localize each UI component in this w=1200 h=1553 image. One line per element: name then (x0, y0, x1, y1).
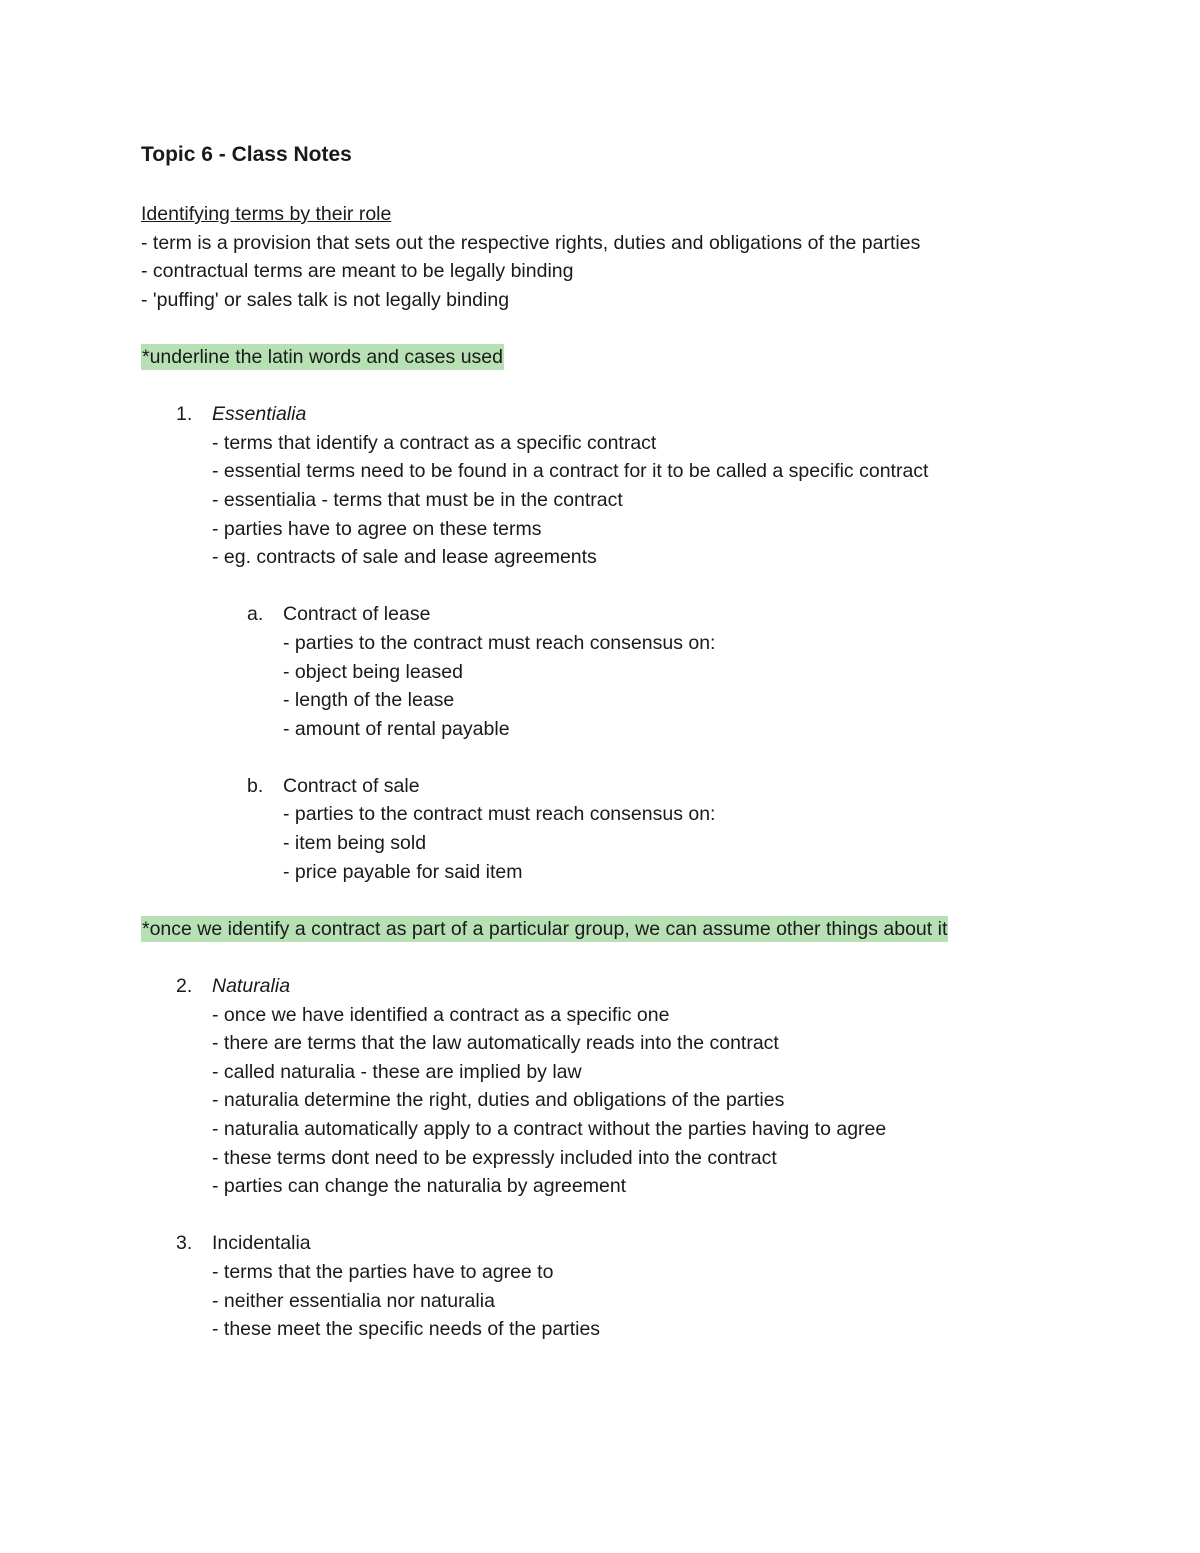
spacer (141, 943, 1141, 972)
highlighted-note: *underline the latin words and cases used (142, 345, 503, 368)
spacer (141, 886, 1141, 915)
sub-line: - price payable for said item (283, 860, 523, 883)
list-item-essentialia (176, 400, 1141, 572)
list-line: - naturalia determine the right, duties and obligations of the parties (212, 1089, 785, 1112)
list-item-head (176, 1229, 1141, 1258)
list-line: - naturalia automatically apply to a contract without the parties having to agree (212, 1118, 887, 1140)
sub-item-head (247, 600, 1141, 629)
sub-item-body (283, 800, 1141, 886)
highlighted-note: *once we identify a contract as part of a particular group, we can assume other things about it (142, 917, 948, 940)
sub-letter: a. (247, 603, 264, 626)
sub-line: - object being leased (283, 660, 463, 683)
spacer (141, 743, 1141, 772)
list-item-body (212, 1258, 1141, 1344)
list-number: 1. (176, 403, 193, 426)
list-label: Essentialia (212, 403, 307, 426)
sub-line: - parties to the contract must reach consensus on: (283, 803, 716, 826)
list-line: - terms that identify a contract as a specific contract (212, 431, 657, 454)
list-line: - these meet the specific needs of the parties (212, 1318, 601, 1341)
list-label: Incidentalia (212, 1232, 311, 1255)
list-line: - eg. contracts of sale and lease agreements (212, 546, 597, 569)
list-label: Naturalia (212, 975, 291, 998)
sub-line: - parties to the contract must reach consensus on: (283, 631, 716, 654)
note-line (141, 915, 1141, 944)
list-line: - there are terms that the law automatically reads into the contract (212, 1032, 779, 1055)
list-line: - essentialia - terms that must be in the contract (212, 488, 623, 511)
page-title: Topic 6 - Class Notes (141, 143, 352, 166)
list-item-body (212, 1001, 1141, 1201)
spacer (141, 170, 1141, 200)
sub-item-head (247, 772, 1141, 801)
list-line: - once we have identified a contract as a specific one (212, 1003, 670, 1026)
list-item-body (212, 429, 1141, 572)
spacer (141, 372, 1141, 401)
intro-line: - 'puffing' or sales talk is not legally binding (141, 288, 510, 311)
list-line: - essential terms need to be found in a contract for it to be called a specific contract (212, 460, 929, 483)
list-item-naturalia (176, 972, 1141, 1201)
spacer (141, 572, 1141, 601)
sub-label: Contract of lease (283, 603, 431, 626)
list-number: 3. (176, 1232, 193, 1255)
spacer (141, 1201, 1141, 1230)
sub-line: - amount of rental payable (283, 717, 510, 740)
sub-label: Contract of sale (283, 774, 420, 797)
list-line: - called naturalia - these are implied by law (212, 1060, 582, 1083)
note-line (141, 343, 1141, 372)
section-heading: Identifying terms by their role (141, 203, 392, 225)
list-line: - parties can change the naturalia by agreement (212, 1175, 627, 1198)
sub-line: - length of the lease (283, 689, 455, 712)
sub-item-contract-of-sale (247, 772, 1141, 886)
list-line: - neither essentialia nor naturalia (212, 1289, 495, 1312)
list-item-head (176, 400, 1141, 429)
intro-line: - term is a provision that sets out the respective rights, duties and obligations of the parties (141, 231, 921, 254)
sub-line: - item being sold (283, 832, 427, 855)
document-page (141, 140, 1141, 1344)
list-line: - parties have to agree on these terms (212, 517, 542, 540)
intro-line: - contractual terms are meant to be legally binding (141, 260, 574, 283)
list-number: 2. (176, 975, 193, 998)
sub-letter: b. (247, 774, 264, 797)
sub-item-body (283, 629, 1141, 743)
list-line: - these terms dont need to be expressly included into the contract (212, 1146, 777, 1169)
spacer (141, 314, 1141, 343)
list-item-incidentalia (176, 1229, 1141, 1343)
list-item-head (176, 972, 1141, 1001)
list-line: - terms that the parties have to agree to (212, 1260, 554, 1283)
sub-item-contract-of-lease (247, 600, 1141, 743)
